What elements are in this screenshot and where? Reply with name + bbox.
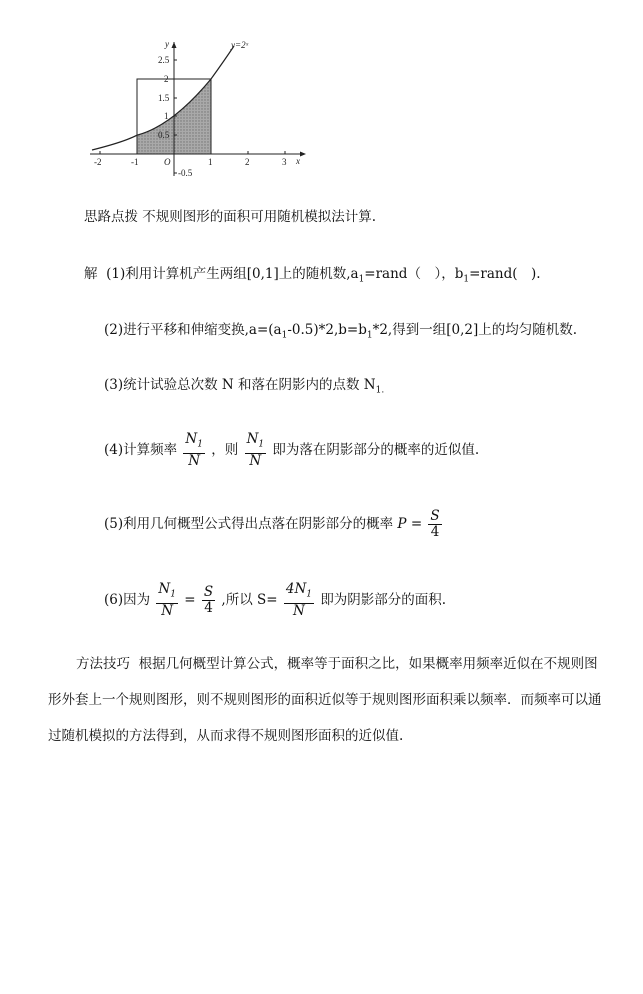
- frequency-fraction: [183, 432, 205, 469]
- method-text: 根据几何概型计算公式，概率等于面积之比，如果概率用频率近似在不规则图形外套上一个规则图形，则不规则图形的面积近似等于规则图形面积乘以频率．而频率可以通过随机模拟的方法得到，从而求得不规则图形面积的近似值.: [48, 656, 602, 744]
- fraction-denominator: 4: [430, 524, 440, 540]
- x-tick-label: 3: [282, 157, 287, 167]
- frequency-fraction: [245, 432, 267, 469]
- solution-step-2: [104, 320, 577, 346]
- step-text: (1)利用计算机产生两组[0,1]上的随机数,a: [106, 266, 359, 282]
- hint-line: [84, 207, 376, 227]
- step-text: 即为阴影部分的面积.: [320, 592, 447, 608]
- step-text: ，则: [211, 442, 239, 458]
- step-text: ,所以 S=: [221, 592, 278, 608]
- subscript: 1: [358, 274, 365, 285]
- solution-step-1: [84, 264, 541, 290]
- x-tick-label: 1: [208, 157, 213, 167]
- y-tick-label: 2: [164, 74, 169, 84]
- solution-step-3: [104, 375, 384, 401]
- y-axis-label: y: [165, 39, 169, 49]
- probability-symbol: P: [397, 516, 407, 532]
- fraction-numerator: N: [246, 431, 259, 448]
- y-tick-label: 1: [164, 111, 169, 121]
- method-label: 方法技巧: [76, 656, 130, 672]
- subscript: 1.: [375, 385, 385, 396]
- step-text: *2,得到一组[0,2]上的均匀随机数.: [372, 322, 578, 338]
- x-tick-label: -1: [131, 157, 139, 167]
- fraction-denominator: N: [161, 602, 174, 619]
- step-text: =rand( ).: [469, 266, 541, 282]
- subscript: 1: [281, 330, 288, 341]
- fraction-denominator: N: [188, 452, 201, 469]
- equals-sign: =: [184, 592, 196, 608]
- fraction-denominator: 4: [204, 600, 213, 616]
- method-paragraph: [48, 646, 610, 754]
- step-text: (5)利用几何概型公式得出点落在阴影部分的概率: [104, 516, 394, 532]
- y-tick-label: -0.5: [178, 168, 193, 178]
- curve-label: y=2ˣ: [231, 40, 249, 50]
- origin-label: O: [164, 157, 171, 167]
- function-graph-figure: [84, 36, 310, 182]
- solution-step-6: [104, 578, 446, 622]
- fraction-denominator: N: [293, 602, 305, 619]
- subscript: 1: [366, 330, 373, 341]
- step-text: 即为落在阴影部分的概率的近似值.: [272, 442, 480, 458]
- step-text: (2)进行平移和伸缩变换,a=(a: [104, 322, 282, 338]
- y-tick-label: 1.5: [158, 93, 170, 103]
- fraction-numerator: S: [430, 508, 440, 524]
- step-text: =rand（ ），b: [364, 266, 464, 282]
- subscript: 1: [258, 439, 265, 450]
- subscript: 1: [197, 439, 203, 450]
- solution-prefix: 解: [84, 266, 98, 282]
- fraction-numerator: 4N: [285, 581, 307, 598]
- hint-label: 思路点拨: [84, 209, 138, 225]
- solution-step-5: [104, 502, 444, 546]
- area-fraction: [202, 585, 215, 616]
- step-text: (6)因为: [104, 592, 151, 608]
- ratio-fraction: [156, 582, 178, 619]
- subscript: 1: [463, 274, 470, 285]
- fraction-denominator: N: [249, 452, 262, 469]
- fraction-numerator: N: [158, 581, 171, 598]
- x-tick-label: -2: [94, 157, 102, 167]
- y-tick-label: 2.5: [158, 55, 170, 65]
- equals-sign: =: [410, 516, 423, 532]
- subscript: 1: [170, 589, 176, 600]
- fraction-numerator: N: [185, 431, 198, 448]
- fraction-numerator: S: [203, 584, 214, 600]
- hint-text: 不规则图形的面积可用随机模拟法计算.: [142, 209, 377, 225]
- step-text: (4)计算频率: [104, 442, 178, 458]
- step-text: -0.5)*2,b=b: [287, 322, 367, 338]
- subscript: 1: [306, 589, 313, 600]
- step-text: (3)统计试验总次数 N 和落在阴影内的点数 N: [104, 377, 376, 393]
- x-tick-label: 2: [245, 157, 250, 167]
- result-fraction: [284, 582, 314, 619]
- probability-fraction: [428, 509, 441, 540]
- solution-step-4: [104, 428, 479, 472]
- y-tick-label: 0.5: [158, 130, 170, 140]
- x-axis-label: x: [296, 156, 300, 166]
